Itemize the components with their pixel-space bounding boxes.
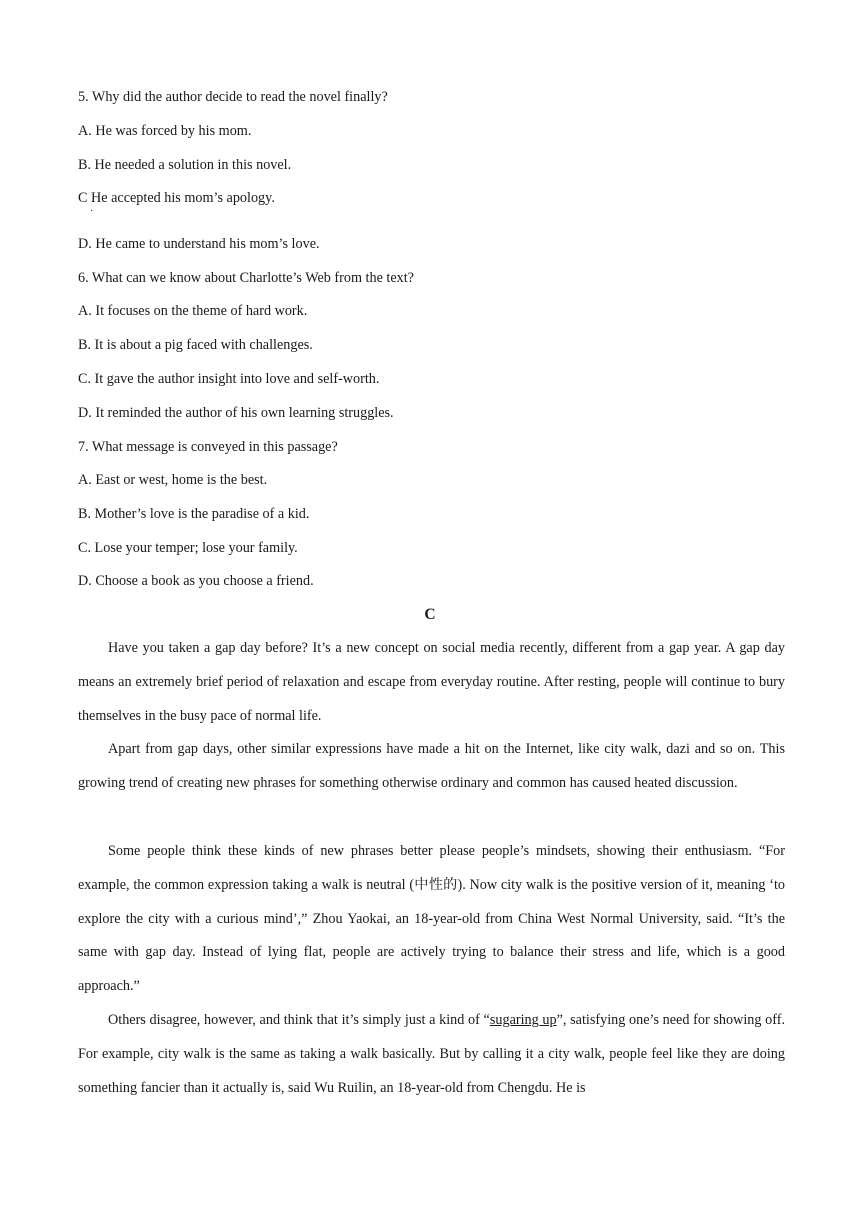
passage-paragraph-4-start: Others disagree, however, and think that it’s simply just a kind of “ xyxy=(108,1012,490,1028)
question-5-stem: 5. Why did the author decide to read the novel finally? xyxy=(78,89,388,105)
question-7-stem: 7. What message is conveyed in this passage? xyxy=(78,439,338,455)
underlined-phrase: sugaring up xyxy=(489,1012,557,1028)
question-7-option-d: D. Choose a book as you choose a friend. xyxy=(78,573,314,589)
section-heading: C xyxy=(424,606,436,623)
passage-paragraph-3: Some people think these kinds of new phrases better please people’s mindsets, showing their enthusiasm. “For example, the common expression taking a walk is neutral (中性的). Now city walk is the positive version of it, meaning ‘to explore the city with a curious mind’,” Zhou Yaokai, an 18-year-old from China West Normal University, said. “It’s the same with gap day. Instead of lying flat, people are actively trying to balance their stress and life, which is a good approach.” xyxy=(78,843,785,995)
question-7-option-c: C. Lose your temper; lose your family. xyxy=(78,540,298,556)
question-7-option-a: A. East or west, home is the best. xyxy=(78,472,268,488)
passage-paragraph-1: Have you taken a gap day before? It’s a new concept on social media recently, different from a gap year. A gap day means an extremely brief period of relaxation and escape from everyday routine. After resting, people will continue to bury themselves in the busy pace of normal life. xyxy=(78,640,785,724)
question-7-option-b: B. Mother’s love is the paradise of a kid. xyxy=(78,506,310,522)
passage-paragraph-2: Apart from gap days, other similar expressions have made a hit on the Internet, like city walk, dazi and so on. This growing trend of creating new phrases for something otherwise ordinary and common has caused heated discussion. xyxy=(78,741,785,791)
stray-dot-mark: · xyxy=(90,206,94,217)
passage-paragraph-4-end: ”, satisfying one’s need for showing off. For example, city walk is the same as taking a walk basically. But by calling it a city walk, people feel like they are doing something fancier than it actually is, said Wu Ruilin, an 18-year-old from Chengdu. He is xyxy=(78,1012,785,1096)
question-6-option-a: A. It focuses on the theme of hard work. xyxy=(78,303,308,319)
question-6-stem: 6. What can we know about Charlotte’s Web from the text? xyxy=(78,270,414,286)
question-6-option-b: B. It is about a pig faced with challenges. xyxy=(78,337,313,353)
question-6-option-c: C. It gave the author insight into love and self-worth. xyxy=(78,371,380,387)
question-6-option-d: D. It reminded the author of his own learning struggles. xyxy=(78,405,394,421)
question-5-option-b: B. He needed a solution in this novel. xyxy=(78,157,292,173)
passage-paragraph-4 xyxy=(78,1004,785,1105)
question-5-option-d: D. He came to understand his mom’s love. xyxy=(78,236,320,252)
question-5-option-c: C He accepted his mom’s apology. xyxy=(78,190,275,206)
question-5-option-a: A. He was forced by his mom. xyxy=(78,123,252,139)
